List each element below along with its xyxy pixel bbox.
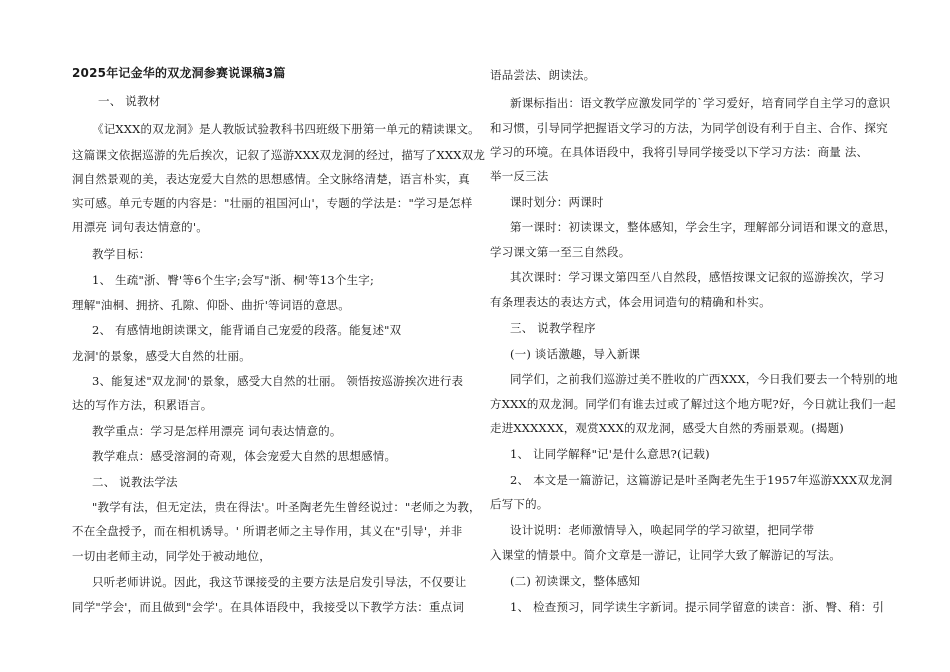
paragraph-line: 走进XXXXXX，观赏XXX的双龙洞，感受大自然的秀丽景观。(揭题) <box>490 421 844 435</box>
paragraph-line: 入课堂的情景中。简介文章是一游记，让同学大致了解游记的写法。 <box>490 548 841 562</box>
paragraph-line: 洞自然景观的美，表达宠爱大自然的思想感情。全文脉络清楚，语言朴实，真 <box>72 172 470 186</box>
paragraph-line: 第一课时：初读课文，整体感知，学会生字，理解部分词语和课文的意思， <box>510 220 897 234</box>
paragraph-line: 用漂亮 词句表达情意的'。 <box>72 220 208 234</box>
paragraph-line: 教学难点：感受溶洞的奇观，体会宠爱大自然的思想感情。 <box>92 449 397 463</box>
paragraph-line: 课时划分：两课时 <box>510 195 604 209</box>
paragraph-line: 这篇课文依据巡游的先后挨次，记叙了巡游XXX双龙洞的经过，描写了XXX双龙 <box>72 148 486 162</box>
subsection-heading: (一) 谈话激趣，导入新课 <box>510 347 641 361</box>
paragraph-line: 设计说明：老师激情导入，唤起同学的学习欲望，把同学带 <box>510 523 815 537</box>
paragraph-line: 后写下的。 <box>490 497 549 511</box>
subsection-heading: (二) 初读课文，整体感知 <box>510 574 641 588</box>
paragraph-line: 实可感。单元专题的内容是："壮丽的祖国河山'，专题的学法是："学习是怎样 <box>72 196 473 210</box>
paragraph-line: 一切由老师主动，同学处于被动地位， <box>72 549 271 563</box>
paragraph-line: 学习的环境。在具体语段中，我将引导同学接受以下学习方法：商量 法、 <box>490 145 869 159</box>
paragraph-line: 教学目标： <box>92 247 151 261</box>
paragraph-line: 其次课时：学习课文第四至八自然段，感悟按课文记叙的巡游挨次，学习 <box>510 270 885 284</box>
section-heading: 一、 说教材 <box>98 94 161 108</box>
paragraph-line: 《记XXX的双龙洞》是人教版试验教科书四班级下册第一单元的精读课文。 <box>92 122 480 136</box>
paragraph-line: 教学重点：学习是怎样用漂亮 词句表达情意的。 <box>92 424 342 438</box>
section-heading: 二、 说教法学法 <box>92 475 178 489</box>
paragraph-line: 有条理表达的表达方式，体会用词造句的精确和朴实。 <box>490 295 771 309</box>
paragraph-line: 1、 让同学解释"记'是什么意思?(记载) <box>510 447 710 461</box>
paragraph-line: 学习课文第一至三自然段。 <box>490 245 631 259</box>
paragraph-line: 2、 有感情地朗读课文，能背诵自己宠爱的段落。能复述"双 <box>92 323 402 337</box>
paragraph-line: 只听老师讲说。因此，我这节课接受的主要方法是启发引导法，不仅要让 <box>92 575 467 589</box>
section-heading: 三、 说教学程序 <box>510 321 596 335</box>
paragraph-line: 理解"油桐、拥挤、孔隙、仰卧、曲折'等词语的意思。 <box>72 298 350 312</box>
document-title: 2025年记金华的双龙洞参赛说课稿3篇 <box>72 66 286 80</box>
paragraph-line: 和习惯，引导同学把握语文学习的方法，为同学创设有利于自主、合作、探究 <box>490 121 888 135</box>
paragraph-line: 不在全盘授予，而在相机诱导。' 所谓老师之主导作用，其义在"引导'，并非 <box>72 524 463 538</box>
paragraph-line: 龙洞'的景象，感受大自然的壮丽。 <box>72 349 251 363</box>
paragraph-line: 方XXX的双龙洞。同学们有谁去过或了解过这个地方呢?好，今日就让我们一起 <box>490 397 896 411</box>
paragraph-line: 语品尝法、朗读法。 <box>490 68 596 82</box>
paragraph-line: 新课标指出：语文教学应激发同学的`学习爱好，培育同学自主学习的意识 <box>510 96 891 110</box>
paragraph-line: 1、 检查预习，同学读生字新词。提示同学留意的读音：浙、臀、稍：引 <box>510 600 885 614</box>
paragraph-line: 1、 生疏"浙、臀'等6个生字;会写"浙、桐'等13个生字; <box>92 273 375 287</box>
paragraph-line: "教学有法，但无定法，贵在得法'。叶圣陶老先生曾经说过："老师之为教， <box>92 500 481 514</box>
paragraph-line: 同学们，之前我们巡游过美不胜收的广西XXX，今日我们要去一个特别的地 <box>510 372 898 386</box>
paragraph-line: 2、 本文是一篇游记，这篇游记是叶圣陶老先生于1957年巡游XXX双龙洞 <box>510 473 893 487</box>
paragraph-line: 3、能复述"双龙洞'的景象，感受大自然的壮丽。 领悟按巡游挨次进行表 <box>92 374 464 388</box>
paragraph-line: 同学"学会'，而且做到"会学'。在具体语段中，我接受以下教学方法：重点词 <box>72 600 465 614</box>
paragraph-line: 达的写作方法，积累语言。 <box>72 398 213 412</box>
paragraph-line: 举一反三法 <box>490 169 549 183</box>
